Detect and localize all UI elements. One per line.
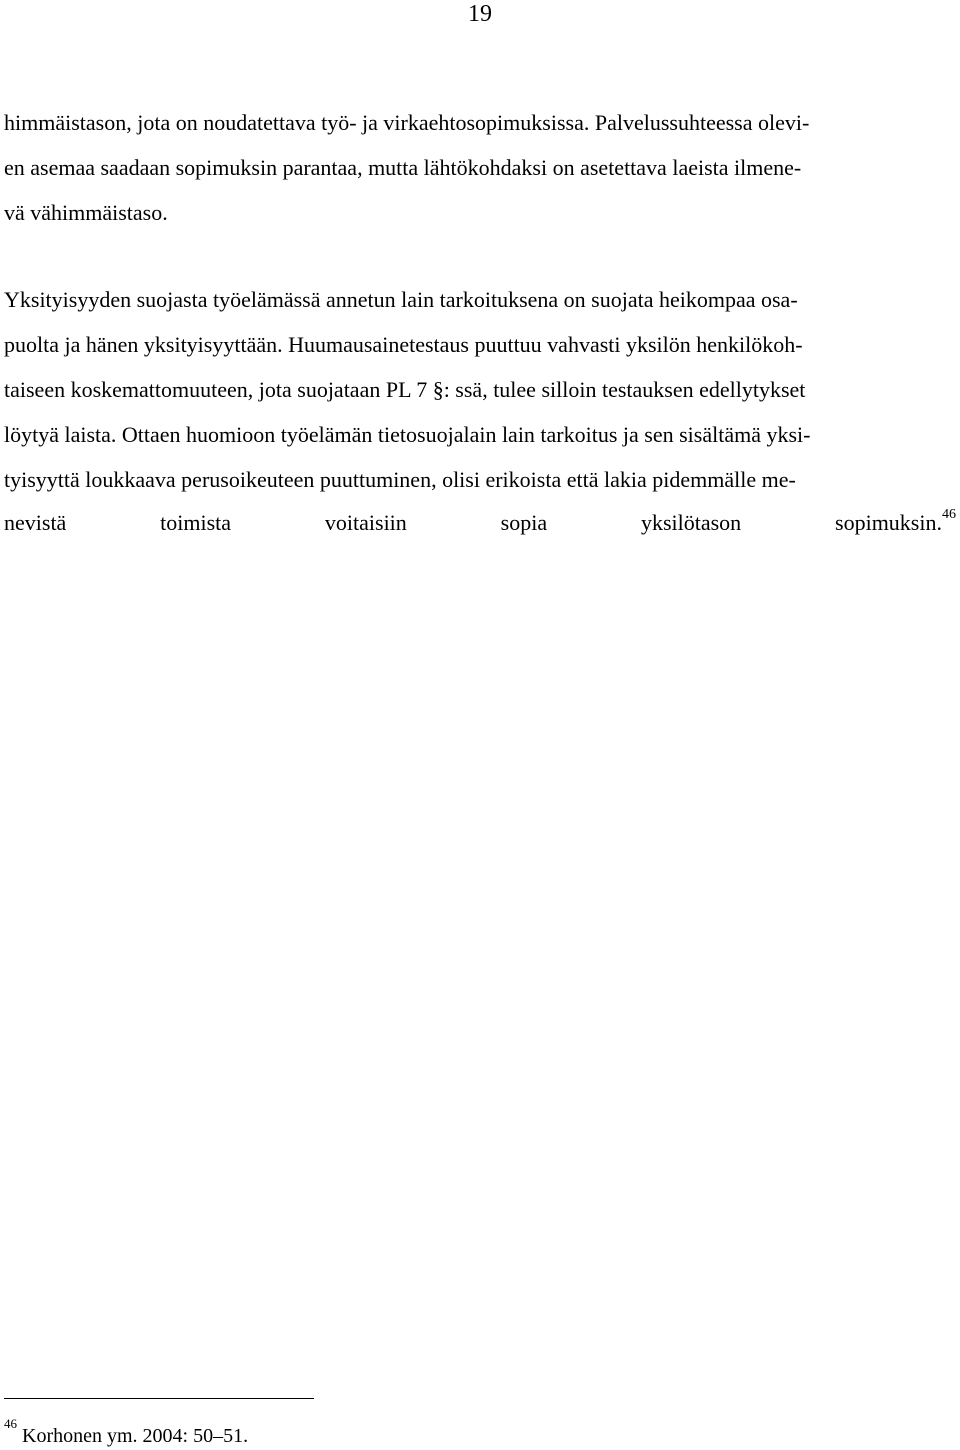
word: yksilötason	[640, 510, 742, 535]
footnote-marker: 46	[4, 1416, 17, 1432]
text-line: vä vähimmäistaso.	[4, 200, 168, 225]
text-line: taiseen koskemattomuuteen, jota suojataan PL 7 §: ssä, tulee silloin testauksen edellytykset	[4, 377, 806, 402]
text-line: en asemaa saadaan sopimuksin parantaa, mutta lähtökohdaksi on asetettava laeista ilmene-	[4, 155, 802, 180]
last-word-with-ref	[835, 506, 956, 537]
word: sopia	[500, 510, 548, 535]
text-line: tyisyyttä loukkaava perusoikeuteen puuttuminen, olisi erikoista että lakia pidemmälle me-	[4, 467, 796, 492]
text-line: Yksityisyyden suojasta työelämässä annetun lain tarkoituksena on suojata heikompaa osa-	[4, 287, 798, 312]
footnote-reference[interactable]: 46	[941, 506, 956, 522]
word: toimista	[160, 510, 232, 535]
text-line: himmäistason, jota on noudatettava työ- ja virkaehtosopimuksissa. Palvelussuhteessa olevi-	[4, 110, 810, 135]
word: voitaisiin	[324, 510, 407, 535]
text-line-justified	[4, 506, 956, 537]
word: sopimuksin.	[835, 510, 942, 535]
text-line: löytyä laista. Ottaen huomioon työelämän tietosuojalain lain tarkoitus ja sen sisältämä yksi-	[4, 422, 811, 447]
footnote	[4, 1416, 249, 1448]
footnote-text: Korhonen ym. 2004: 50–51.	[22, 1425, 249, 1447]
text-line: puolta ja hänen yksityisyyttään. Huumausainetestaus puuttuu vahvasti yksilön henkilökoh-	[4, 332, 803, 357]
word: nevistä	[4, 510, 67, 535]
footnote-separator	[4, 1398, 314, 1399]
page-number: 19	[468, 1, 492, 27]
